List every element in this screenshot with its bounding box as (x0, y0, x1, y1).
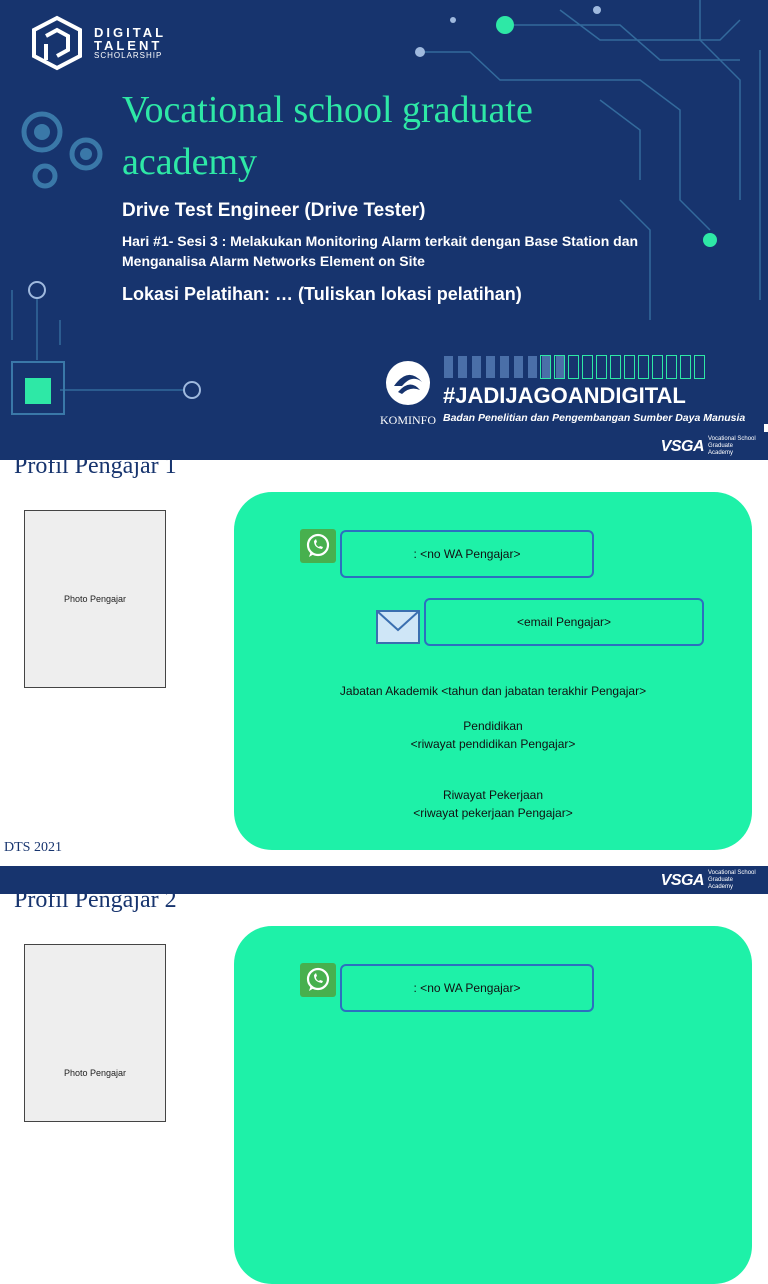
academic-position: Jabatan Akademik <tahun dan jabatan terakhir Pengajar> (339, 684, 647, 698)
vsga-logo (661, 436, 758, 457)
profile-title: Profil Pengajar 1 (14, 453, 177, 479)
digital-talent-logo (28, 14, 166, 72)
kominfo-label: KOMINFO (379, 413, 436, 427)
hashtag-text (443, 383, 686, 409)
vsga-logo-2 (661, 870, 758, 891)
profile-card-2 (234, 926, 752, 1284)
agency-name: Badan Penelitian dan Pengembangan Sumber Daya Manusia (443, 412, 746, 424)
whatsapp-icon-2 (300, 963, 336, 997)
dts-logo-icon (28, 14, 86, 72)
photo-placeholder (24, 510, 166, 688)
photo-label: Photo Pengajar (63, 594, 127, 604)
kominfo-logo (376, 360, 440, 428)
title-slide (0, 0, 768, 432)
footer-text: DTS 2021 (4, 840, 62, 855)
education-heading: Pendidikan (463, 719, 523, 733)
vsga-word: VSGA (660, 437, 704, 455)
logo-line2: TALENT (94, 38, 163, 53)
logo-line3: SCHOLARSHIP (94, 51, 163, 60)
session-info: Hari #1- Sesi 3 : Melakukan Monitoring Alarm terkait dengan Base Station dan Menganalisa Alarm Networks Element on Site (122, 233, 639, 269)
vsga-sub: Vocational School Graduate Academy (708, 436, 756, 456)
profile-slide-2 (0, 887, 768, 1078)
decorative-boxes (540, 355, 705, 379)
whatsapp-field: : <no WA Pengajar> (340, 530, 594, 578)
logo-line1: DIGITAL (94, 25, 167, 40)
work-history-heading: Riwayat Pekerjaan (442, 788, 544, 802)
email-field: <email Pengajar> (424, 598, 704, 646)
email-icon (376, 610, 420, 644)
kominfo-emblem-icon (382, 360, 434, 406)
photo-placeholder-2 (24, 944, 166, 1122)
vsga-word-2: VSGA (660, 871, 704, 889)
course-title: Drive Test Engineer (Drive Tester) (122, 200, 426, 221)
vsga-sub-2: Vocational School Graduate Academy (708, 870, 756, 890)
training-location: Lokasi Pelatihan: … (Tuliskan lokasi pelatihan) (122, 284, 522, 304)
profile-title-2: Profil Pengajar 2 (14, 887, 177, 913)
work-history-value: <riwayat pekerjaan Pengajar> (413, 806, 573, 820)
hashtag-part1: #JADI (443, 383, 506, 408)
hashtag-part2: JAGOANDIGITAL (505, 383, 686, 408)
whatsapp-icon (300, 529, 336, 563)
main-title: Vocational school graduate academy (122, 89, 533, 183)
education-value: <riwayat pendidikan Pengajar> (410, 737, 576, 751)
whatsapp-field-2: : <no WA Pengajar> (340, 964, 594, 1012)
profile-card (234, 492, 752, 850)
profile-slide-1 (0, 453, 768, 866)
corner-mark (764, 424, 768, 432)
photo-label-2: Photo Pengajar (63, 1068, 127, 1078)
